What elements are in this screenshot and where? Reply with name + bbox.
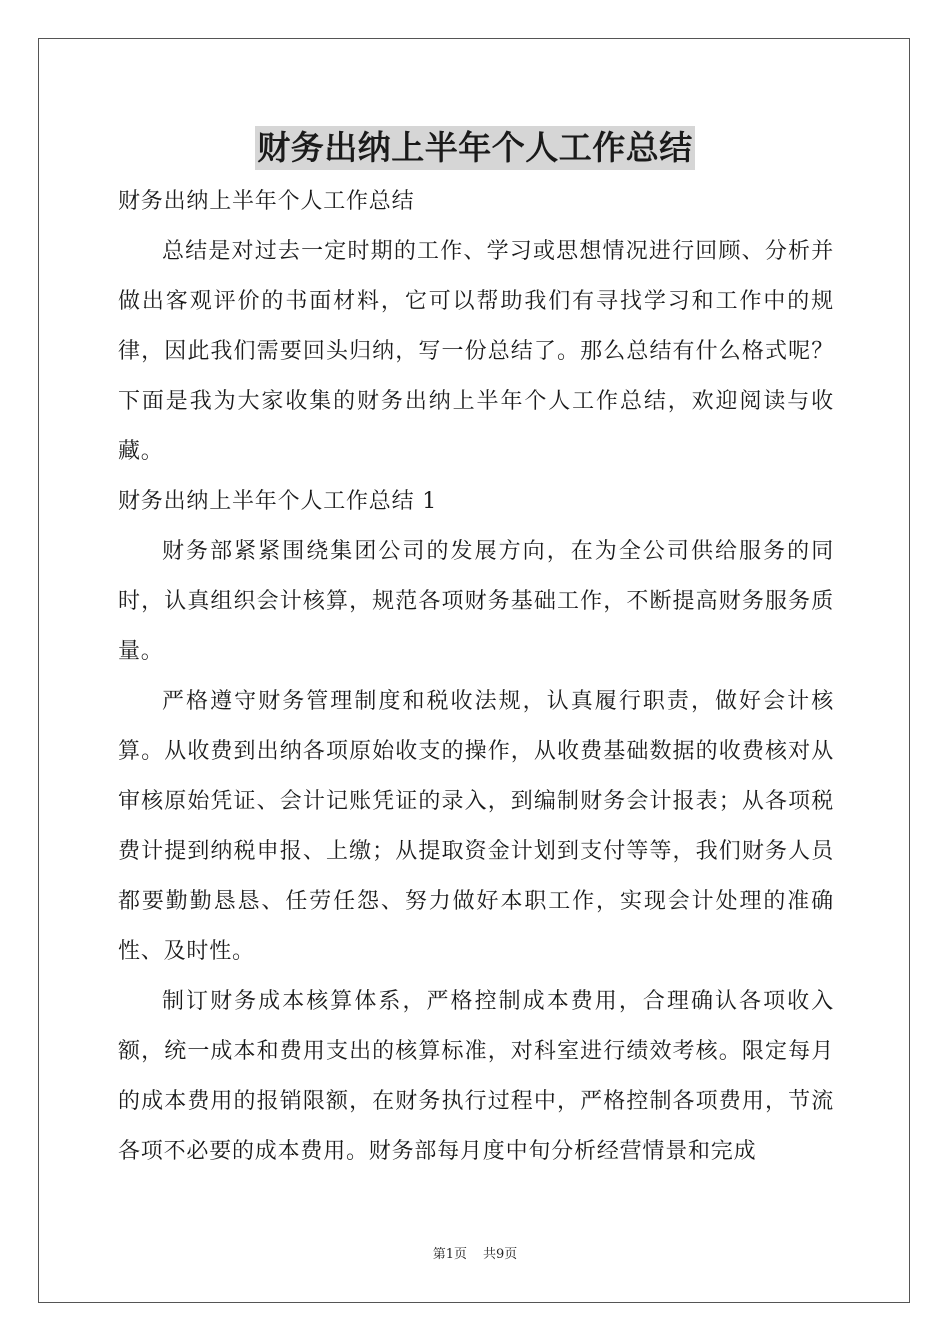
- body-paragraph: 严格遵守财务管理制度和税收法规，认真履行职责，做好会计核算。从收费到出纳各项原始收支的操作，从收费基础数据的收费核对从审核原始凭证、会计记账凭证的录入，到编制财务会计报表；从各项税费计提到纳税申报、上缴；从提取资金计划到支付等等，我们财务人员都要勤勤恳恳、任劳任怨、努力做好本职工作，实现会计处理的准确性、及时性。: [118, 689, 834, 964]
- body-paragraph: 财务部紧紧围绕集团公司的发展方向，在为全公司供给服务的同时，认真组织会计核算，规范各项财务基础工作，不断提高财务服务质量。: [118, 539, 834, 664]
- page-total: 共9页: [483, 1247, 518, 1262]
- title-container: [0, 126, 950, 170]
- page-number: 第1页: [432, 1247, 467, 1262]
- section-heading: 财务出纳上半年个人工作总结 1: [118, 489, 437, 514]
- page-footer: [0, 1245, 950, 1265]
- document-body: [118, 177, 834, 1177]
- intro-paragraph: 总结是对过去一定时期的工作、学习或思想情况进行回顾、分析并做出客观评价的书面材料，它可以帮助我们有寻找学习和工作中的规律，因此我们需要回头归纳，写一份总结了。那么总结有什么格式呢？下面是我为大家收集的财务出纳上半年个人工作总结，欢迎阅读与收藏。: [118, 239, 834, 464]
- document-title: 财务出纳上半年个人工作总结: [255, 126, 695, 170]
- body-paragraph: 制订财务成本核算体系，严格控制成本费用，合理确认各项收入额，统一成本和费用支出的核算标准，对科室进行绩效考核。限定每月的成本费用的报销限额，在财务执行过程中，严格控制各项费用，节流各项不必要的成本费用。财务部每月度中旬分析经营情景和完成: [118, 989, 834, 1164]
- document-subtitle: 财务出纳上半年个人工作总结: [118, 189, 415, 214]
